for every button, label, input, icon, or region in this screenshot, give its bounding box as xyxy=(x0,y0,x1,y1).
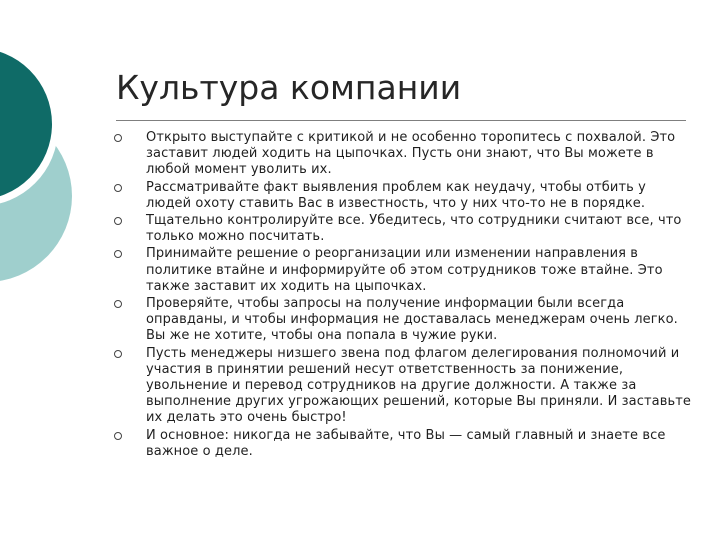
hollow-circle-bullet-icon xyxy=(114,350,122,358)
hollow-circle-bullet-icon xyxy=(114,250,122,258)
hollow-circle-bullet-icon xyxy=(114,300,122,308)
hollow-circle-bullet-icon xyxy=(114,432,122,440)
decorative-circles xyxy=(0,0,120,300)
bullet-text: Проверяйте, чтобы запросы на получение информации были всегда оправданы, и чтобы информация не доставалась менеджерам очень легко. Вы же не хотите, чтобы она попала в чужие руки. xyxy=(146,296,678,344)
bullet-item-5 xyxy=(112,296,692,345)
slide-title: Культура компании xyxy=(116,68,462,107)
bullet-list xyxy=(112,130,692,461)
bullet-text: Тщательно контролируйте все. Убедитесь, что сотрудники считают все, что только можно посчитать. xyxy=(146,213,682,245)
bullet-text: И основное: никогда не забывайте, что Вы — самый главный и знаете все важное о деле. xyxy=(146,427,666,459)
bullet-item-6 xyxy=(112,346,692,427)
title-divider xyxy=(116,120,686,121)
bullet-text: Рассматривайте факт выявления проблем как неудачу, чтобы отбить у людей охоту ставить Вас в известность, что у них что-то не в порядке. xyxy=(146,179,646,211)
bullet-item-3 xyxy=(112,213,692,245)
bullet-item-1 xyxy=(112,130,692,179)
bullet-item-2 xyxy=(112,180,692,212)
bullet-item-4 xyxy=(112,246,692,295)
hollow-circle-bullet-icon xyxy=(114,134,122,142)
bullet-text: Принимайте решение о реорганизации или изменении направления в политике втайне и информируйте об этом сотрудников тоже втайне. Это также заставит их ходить на цыпочках. xyxy=(146,246,663,294)
bullet-item-7 xyxy=(112,428,692,460)
bullet-text: Открыто выступайте с критикой и не особенно торопитесь с похвалой. Это заставит людей ходить на цыпочках. Пусть они знают, что Вы можете в любой момент уволить их. xyxy=(146,130,676,178)
bullet-text: Пусть менеджеры низшего звена под флагом делегирования полномочий и участия в принятии решений несут ответственность за понижение, увольнение и перевод сотрудников на другие должности. А также за выполнение других угрожающих решений, которые Вы приняли. И заставьте их делать это очень быстро! xyxy=(146,345,692,426)
hollow-circle-bullet-icon xyxy=(114,217,122,225)
hollow-circle-bullet-icon xyxy=(114,184,122,192)
